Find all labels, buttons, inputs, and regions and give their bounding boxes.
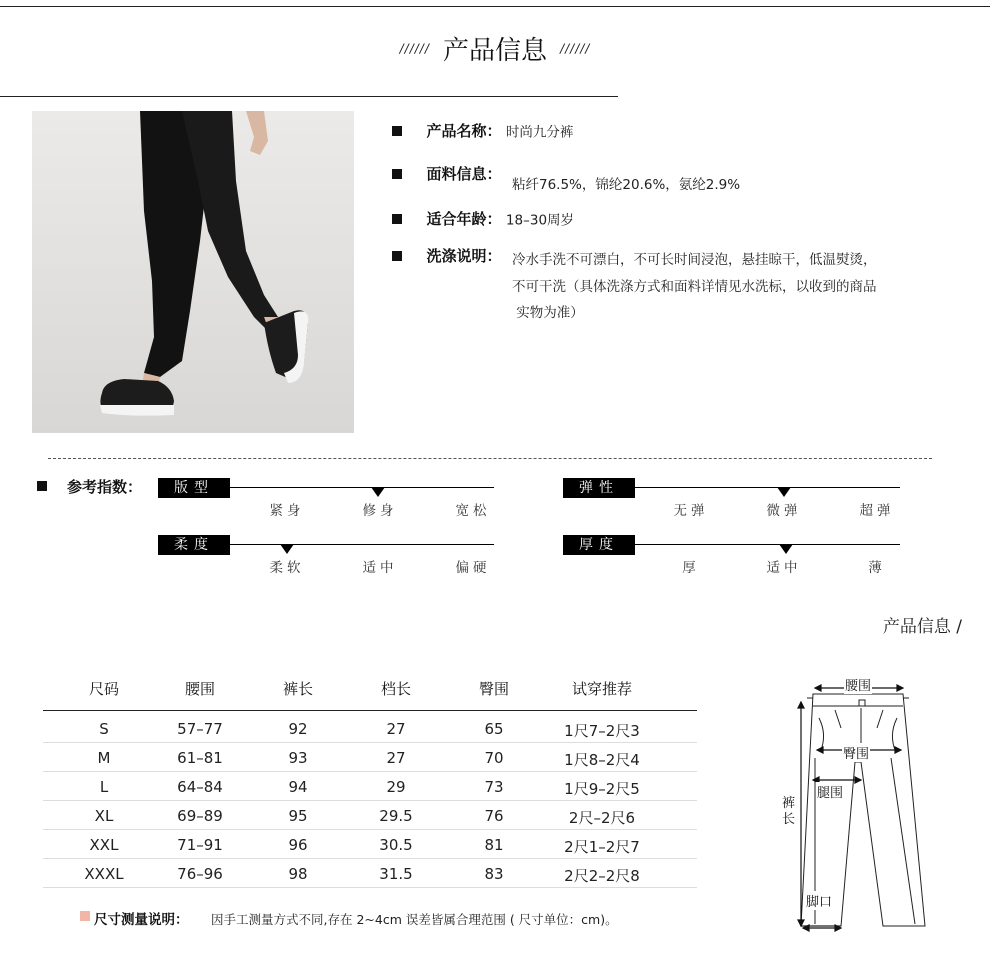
age-value: 18–30周岁 <box>505 212 575 229</box>
table-header: 试穿推荐 <box>571 680 632 698</box>
table-row-divider <box>43 742 697 743</box>
table-cell: 81 <box>484 836 504 854</box>
table-header: 腰围 <box>184 680 215 698</box>
table-cell: 95 <box>288 807 308 825</box>
table-row-divider <box>43 887 697 888</box>
table-cell: 2尺1–2尺7 <box>564 838 640 856</box>
diagram-waist-label: 腰围 <box>844 675 872 694</box>
table-cell: 96 <box>288 836 308 854</box>
bullet-square-icon <box>392 251 402 261</box>
table-cell: 98 <box>288 865 308 883</box>
table-cell: 2尺–2尺6 <box>568 809 636 827</box>
selected-marker-icon <box>280 544 294 554</box>
table-row-divider <box>43 829 697 830</box>
table-cell: 70 <box>484 749 504 767</box>
scale-option: 薄 <box>868 560 886 576</box>
table-cell: 76–96 <box>177 865 223 883</box>
table-cell: 76 <box>484 807 504 825</box>
note-text: 因手工测量方式不同,存在 2~4cm 误差皆属合理范围 ( 尺寸单位：cm)。 <box>211 912 618 927</box>
selected-marker-icon <box>779 544 793 554</box>
bullet-square-icon <box>392 214 402 224</box>
table-cell: 27 <box>386 720 406 738</box>
table-cell: 57–77 <box>177 720 223 738</box>
table-cell: 71–91 <box>177 836 223 854</box>
product-name-label: 产品名称： <box>426 122 502 140</box>
table-cell: 27 <box>386 749 406 767</box>
scale-line <box>228 544 494 545</box>
table-row-divider <box>43 800 697 801</box>
table-cell: 65 <box>484 720 504 738</box>
table-cell: 1尺8–2尺4 <box>564 751 640 769</box>
table-header: 尺码 <box>88 680 119 698</box>
scale-option: 适中 <box>766 560 802 576</box>
scale-option: 超弹 <box>859 503 895 519</box>
care-label: 洗涤说明： <box>426 247 502 265</box>
diagram-length-label: 裤长 <box>782 796 796 827</box>
scale-option: 柔软 <box>269 560 305 576</box>
note-label: 尺寸测量说明： <box>94 912 189 928</box>
table-header: 裤长 <box>282 680 313 698</box>
diagram-thigh-label: 腿围 <box>816 782 844 801</box>
age-label: 适合年龄： <box>426 210 502 228</box>
care-line: 不可干洗（具体洗涤方式和面料详情见水洗标，以收到的商品 <box>512 279 877 295</box>
scale-option: 适中 <box>362 560 398 576</box>
care-line: 冷水手洗不可漂白，不可长时间浸泡，悬挂晾干，低温熨烫， <box>512 252 877 268</box>
fabric-value: 粘纤76.5%，锦纶20.6%，氨纶2.9% <box>512 177 741 193</box>
pants-diagram <box>775 672 975 934</box>
table-cell: 29.5 <box>379 807 413 825</box>
section-title <box>0 30 990 67</box>
diagram-hem-label: 脚口 <box>805 891 833 910</box>
scale-option: 修身 <box>362 503 398 519</box>
table-header: 臀围 <box>478 680 509 698</box>
table-cell: 30.5 <box>379 836 413 854</box>
scale-option: 无弹 <box>673 503 709 519</box>
selected-marker-icon <box>777 487 791 497</box>
table-cell: 2尺2–2尺8 <box>564 867 640 885</box>
table-cell: 1尺9–2尺5 <box>564 780 640 798</box>
table-cell: 29 <box>386 778 406 796</box>
info-name-row <box>392 120 573 141</box>
bullet-square-icon <box>392 169 402 179</box>
reference-label: 参考指数： <box>67 478 143 496</box>
scale-line <box>633 487 900 488</box>
table-cell: M <box>97 749 111 767</box>
table-header-rule <box>43 710 697 711</box>
table-cell: S <box>99 720 109 738</box>
scale-line <box>228 487 494 488</box>
table-header: 档长 <box>380 680 411 698</box>
info-fabric-row <box>392 163 501 184</box>
table-cell: XXXL <box>84 865 124 883</box>
table-cell: 64–84 <box>177 778 223 796</box>
bullet-square-icon <box>392 126 402 136</box>
scale-tag-elasticity: 弹性 <box>563 478 635 498</box>
table-cell: 31.5 <box>379 865 413 883</box>
info-care-row <box>392 245 501 266</box>
scale-tag-thickness: 厚度 <box>563 535 635 555</box>
product-name-value: 时尚九分裤 <box>505 124 574 141</box>
table-cell: 73 <box>484 778 504 796</box>
scale-tag-softness: 柔度 <box>158 535 230 555</box>
bullet-square-icon <box>37 481 47 491</box>
scale-option: 宽松 <box>455 503 491 519</box>
diagram-hip-label: 臀围 <box>842 743 870 762</box>
section-label: 产品信息 / <box>882 617 962 637</box>
table-cell: 92 <box>288 720 308 738</box>
scale-option: 紧身 <box>269 503 305 519</box>
scale-tag-fit: 版型 <box>158 478 230 498</box>
table-cell: 83 <box>484 865 504 883</box>
scale-option: 厚 <box>682 560 700 576</box>
selected-marker-icon <box>371 487 385 497</box>
scale-option: 微弹 <box>766 503 802 519</box>
dashed-divider <box>48 458 932 459</box>
table-cell: XL <box>94 807 114 825</box>
table-cell: 61–81 <box>177 749 223 767</box>
scale-option: 偏硬 <box>455 560 491 576</box>
title-slashes-right: ////// <box>560 41 591 56</box>
product-photo <box>32 111 354 433</box>
table-cell: 94 <box>288 778 308 796</box>
fabric-label: 面料信息： <box>426 165 502 183</box>
table-cell: XXL <box>89 836 119 854</box>
info-age-row <box>392 208 574 229</box>
scale-line <box>633 544 900 545</box>
table-cell: L <box>99 778 109 796</box>
table-row-divider <box>43 858 697 859</box>
table-cell: 69–89 <box>177 807 223 825</box>
title-slashes-left: ////// <box>399 41 430 56</box>
page-title: 产品信息 <box>442 36 547 66</box>
care-line: 实物为准） <box>512 305 584 321</box>
title-underline <box>0 96 618 97</box>
table-row-divider <box>43 771 697 772</box>
table-cell: 1尺7–2尺3 <box>564 722 640 740</box>
top-rule <box>0 6 990 7</box>
note-square-icon <box>80 911 90 921</box>
table-cell: 93 <box>288 749 308 767</box>
